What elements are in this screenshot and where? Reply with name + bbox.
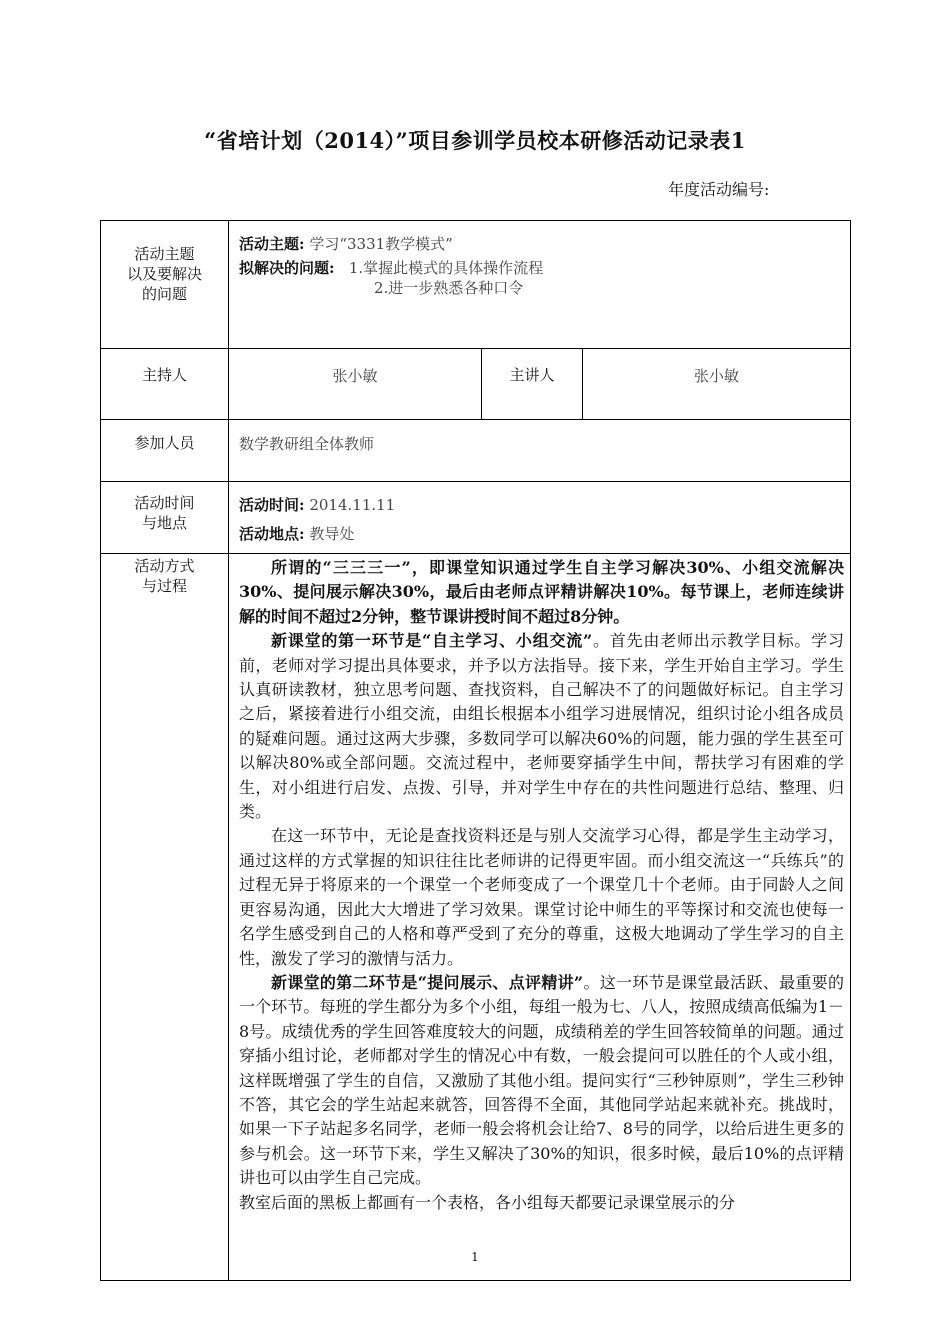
time-key: 活动时间:	[239, 496, 305, 514]
problem-key: 拟解决的问题:	[239, 259, 335, 277]
document-title: “省培计划（2014）”项目参训学员校本研修活动记录表1	[204, 128, 746, 153]
time-place-row	[101, 482, 851, 554]
time-place-label-cell	[101, 482, 229, 554]
host-row	[101, 349, 851, 420]
process-label-line: 与过程	[141, 577, 187, 595]
theme-label-line: 的问题	[141, 285, 187, 303]
place-key: 活动地点:	[239, 525, 305, 543]
year-activity-number-label: 年度活动编号:	[668, 180, 770, 199]
host-value: 张小敏	[229, 349, 482, 420]
page-number: 1	[471, 1250, 479, 1264]
theme-row	[101, 221, 851, 349]
time-place-label-line: 活动时间	[134, 494, 195, 512]
process-row	[101, 554, 851, 1281]
theme-value: 学习“3331教学模式”	[309, 235, 453, 253]
process-paragraph-4-body: 。这一环节是课堂最活跃、最重要的一个环节。每班的学生都分为多个小组，每组一般为七、八人，按照成绩高低编为1－8号。成绩优秀的学生回答难度较大的问题，成绩稍差的学生回答较简单的问题。通过穿插小组讨论，老师都对学生的情况心中有数，一般会提问可以胜任的个人或小组，这样既增强了学生的自信，又激励了其他小组。提问实行“三秒钟原则”，学生三秒钟不答，其它会的学生站起来就答，回答得不全面，其他同学站起来就补充。挑战时，如果一下子站起多名同学，老师一般会将机会让给7、8号的同学，以给后进生更多的参与机会。这一环节下来，学生又解决了30%的知识，很多时候，最后10%的点评精讲也可以由学生自己完成。	[239, 972, 844, 1188]
process-paragraph-4-heading: 新课堂的第二环节是“提问展示、点评精讲”	[271, 972, 584, 992]
process-paragraph-5: 教室后面的黑板上都画有一个表格，各小组每天都要记录课堂展示的分	[239, 1192, 736, 1212]
process-label-cell	[101, 554, 229, 1281]
time-value: 2014.11.11	[309, 496, 396, 514]
theme-label-line: 以及要解决	[126, 265, 202, 283]
process-paragraph-2-heading: 新课堂的第一环节是“自主学习、小组交流”	[271, 631, 593, 651]
place-value: 教导处	[309, 525, 355, 543]
problem-item-2: 2.进一步熟悉各种口令	[374, 279, 524, 297]
host-label: 主持人	[101, 349, 229, 420]
theme-content-cell	[229, 221, 851, 349]
process-paragraph-3: 在这一环节中，无论是查找资料还是与别人交流学习心得，都是学生主动学习，通过这样的方式掌握的知识往往比老师讲的记得更牢固。而小组交流这一“兵练兵”的过程无异于将原来的一个课堂一个老师变成了一个课堂几十个老师。由于同龄人之间更容易沟通，因此大大增进了学习效果。课堂讨论中师生的平等探讨和交流也使每一名学生感受到自己的人格和尊严受到了充分的尊重，这极大地调动了学生学习的自主性，激发了学习的激情与活力。	[239, 826, 844, 968]
theme-label-cell	[101, 221, 229, 349]
process-paragraph-1: 所谓的“三三三一”，即课堂知识通过学生自主学习解决30%、小组交流解决30%、提问展示解决30%，最后由老师点评精讲解决10%。每节课上，老师连续讲解的时间不超过2分钟，整节课讲授时间不超过8分钟。	[239, 558, 844, 626]
process-label-line: 活动方式	[134, 557, 195, 575]
speaker-value: 张小敏	[583, 349, 851, 420]
participants-row	[101, 420, 851, 482]
activity-record-table	[100, 220, 851, 1281]
time-place-label-line: 与地点	[141, 514, 187, 532]
process-paragraph-2-body: 。首先由老师出示教学目标。学习前，老师对学习提出具体要求，并予以方法指导。接下来，学生开始自主学习。学生认真研读教材，独立思考问题、查找资料，自己解决不了的问题做好标记。自主学习之后，紧接着进行小组交流，由组长根据本小组学习进展情况，组织讨论小组各成员的疑难问题。通过这两大步骤，多数同学可以解决60%的问题，能力强的学生甚至可以解决80%或全部问题。交流过程中，老师要穿插学生中间，帮扶学习有困难的学生，对小组进行启发、点拨、引导，并对学生中存在的共性问题进行总结、整理、归类。	[239, 631, 844, 822]
problem-item-1: 1.掌握此模式的具体操作流程	[348, 259, 544, 277]
participants-value: 数学教研组全体教师	[229, 420, 851, 482]
speaker-label: 主讲人	[482, 349, 583, 420]
process-paragraph-4	[239, 971, 844, 1191]
time-place-content-cell	[229, 482, 851, 554]
process-paragraph-2	[239, 629, 844, 824]
process-content-cell	[229, 554, 851, 1281]
theme-key: 活动主题:	[239, 235, 305, 253]
theme-label-line: 活动主题	[134, 245, 195, 263]
participants-label: 参加人员	[101, 420, 229, 482]
